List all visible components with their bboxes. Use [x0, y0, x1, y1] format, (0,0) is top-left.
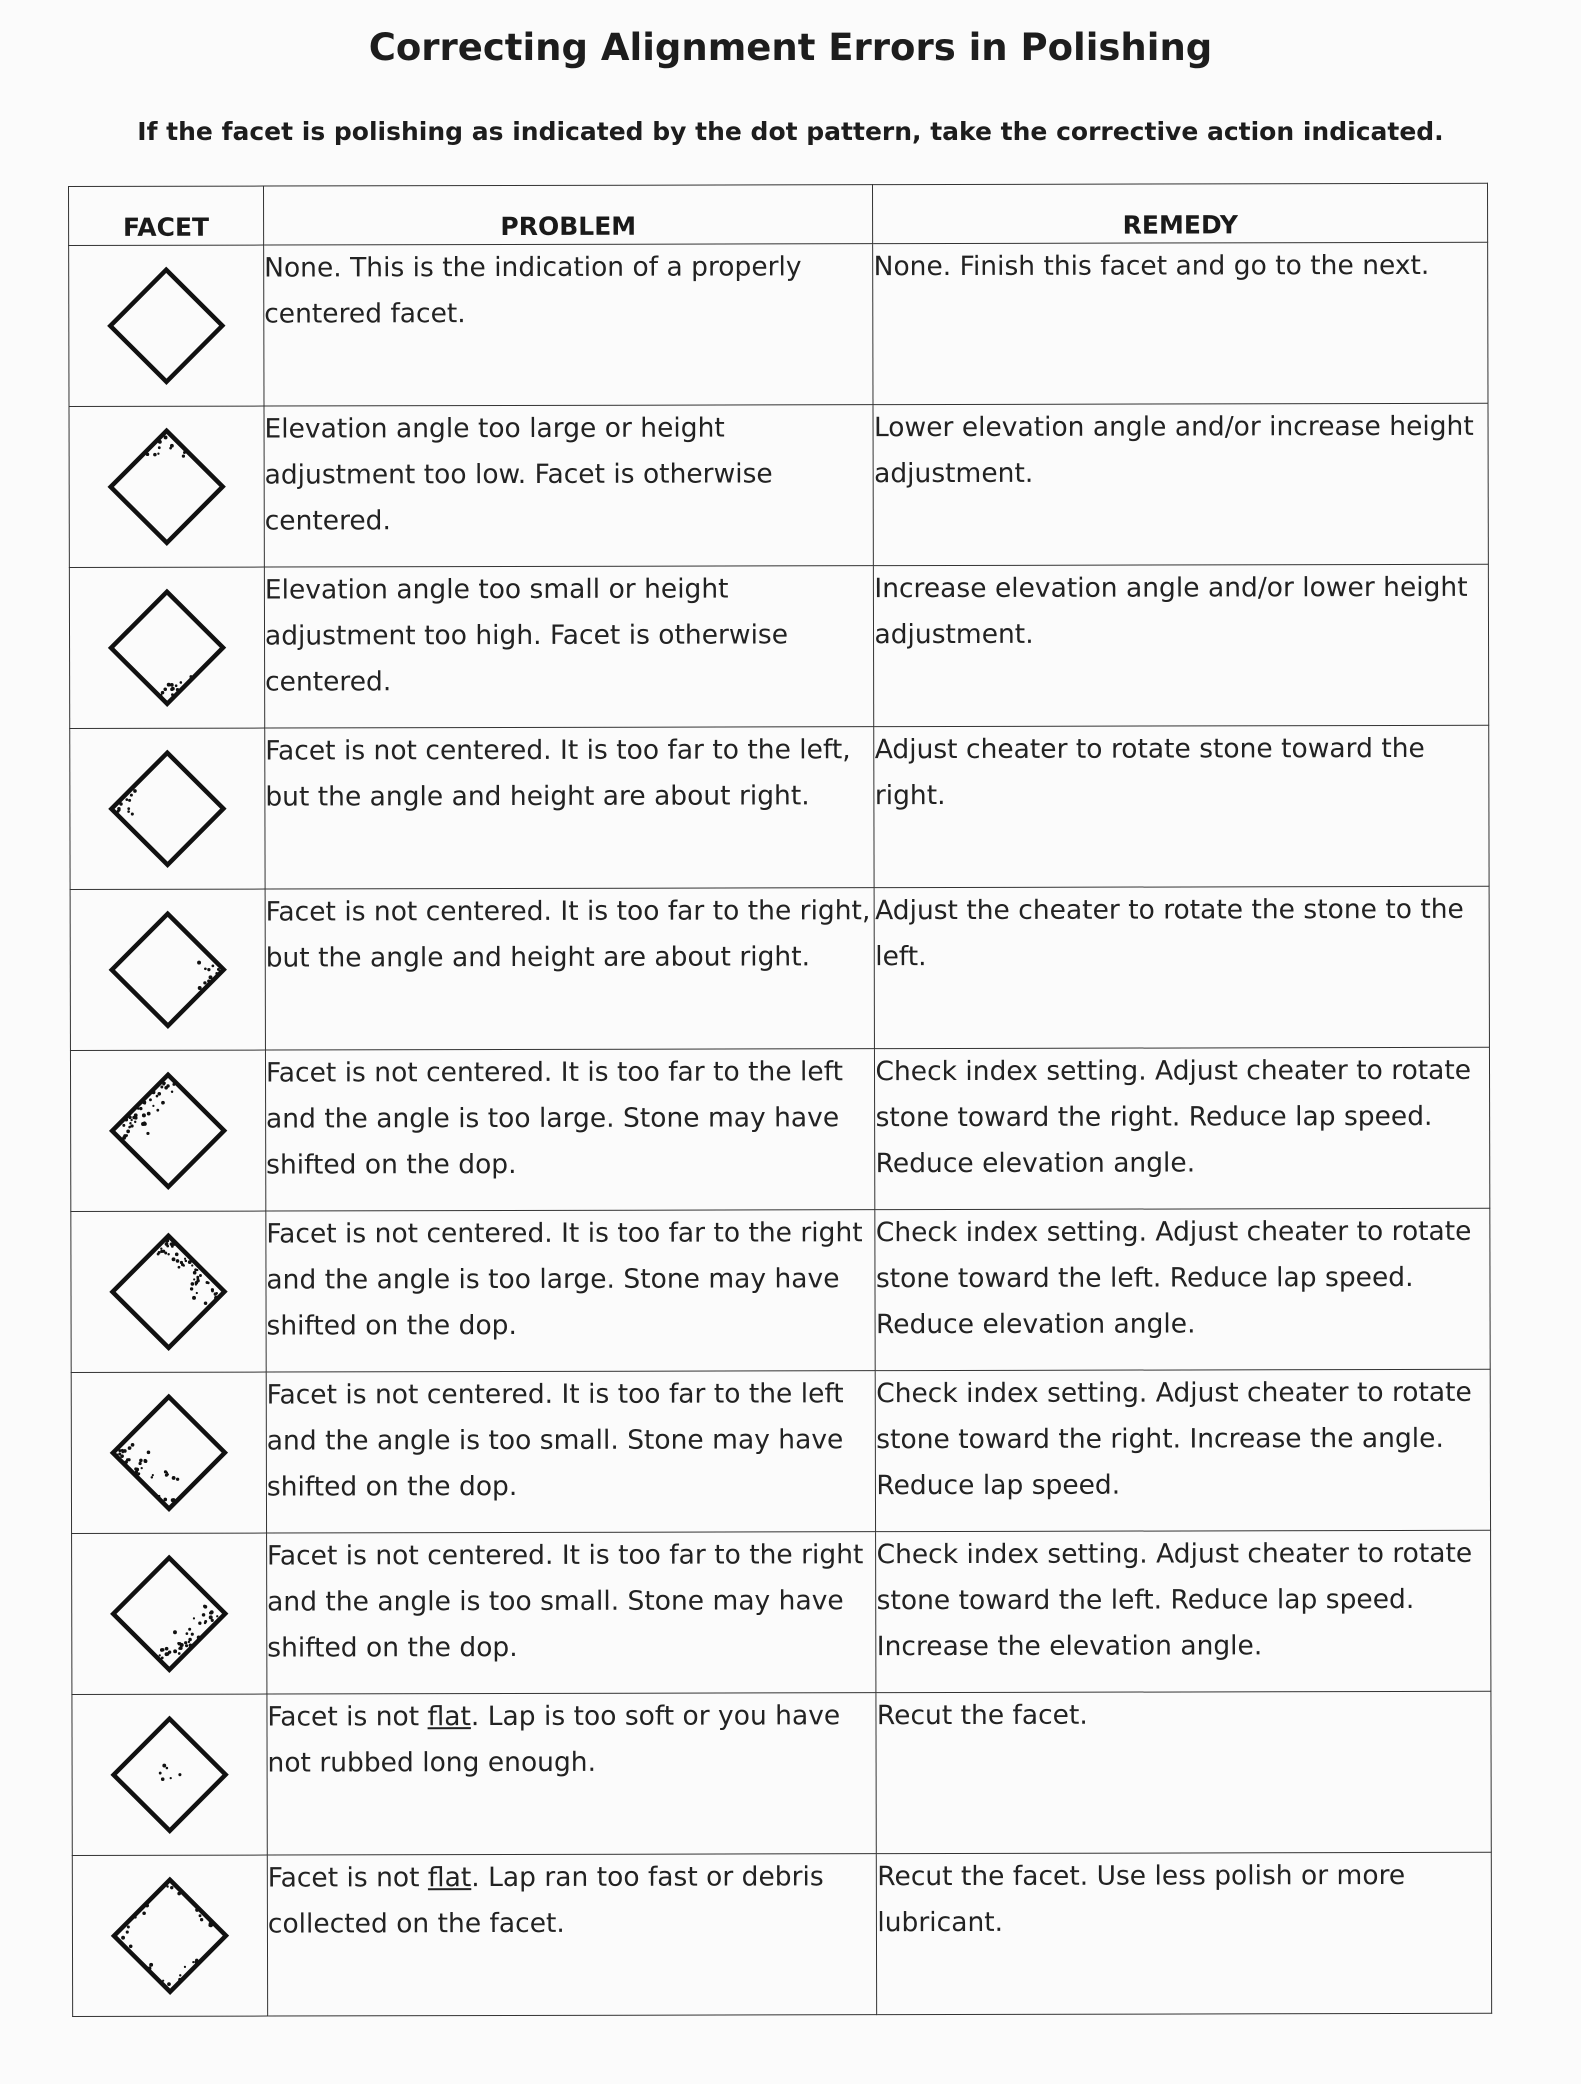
facet-column-header: FACET [69, 186, 264, 245]
facet-cell [72, 1694, 267, 1855]
problem-text-start: Facet is not [267, 1862, 428, 1894]
facet-diamond-icon [103, 1066, 233, 1196]
remedy-text: Check index setting. Adjust cheater to rotate stone toward the right. Reduce lap speed. Reduce elevation angle. [875, 1054, 1472, 1180]
remedy-cell [877, 1852, 1492, 2014]
facet-diamond-icon [103, 1227, 233, 1357]
facet-cell [70, 1050, 265, 1211]
remedy-cell [875, 1208, 1490, 1370]
table-row [72, 1530, 1491, 1694]
problem-text: Facet is not centered. It is too far to the left, but the angle and height are about right. [265, 734, 851, 813]
remedy-cell [875, 1047, 1490, 1209]
remedy-cell [875, 886, 1490, 1048]
problem-cell [265, 727, 875, 889]
alignment-table [68, 183, 1492, 2017]
remedy-text: Check index setting. Adjust cheater to rotate stone toward the left. Reduce lap speed. Reduce elevation angle. [875, 1215, 1472, 1341]
problem-text [267, 1693, 876, 1786]
facet-cell [71, 1211, 266, 1372]
facet-cell [72, 1533, 267, 1694]
table-row [69, 403, 1488, 567]
table-row [69, 564, 1488, 728]
facet-cell [70, 728, 265, 889]
facet-diamond-icon [104, 1549, 234, 1679]
remedy-text: None. Finish this facet and go to the next. [873, 249, 1430, 283]
table-row [72, 1691, 1491, 1855]
facet-diamond-icon [104, 1388, 234, 1518]
table-row [71, 1208, 1490, 1372]
remedy-text: Recut the facet. [876, 1699, 1088, 1732]
facet-outline [112, 914, 224, 1026]
facet-outline [113, 1719, 225, 1831]
problem-column-header: PROBLEM [263, 185, 873, 245]
dot-pattern [116, 1443, 180, 1502]
facet-diamond-icon [101, 422, 231, 552]
dot-pattern [159, 1764, 182, 1781]
dot-pattern [157, 1239, 218, 1306]
facet-diamond-icon [103, 905, 233, 1035]
problem-cell [264, 405, 874, 567]
facet-diamond-icon [104, 1710, 234, 1840]
problem-text: Facet is not centered. It is too far to the right and the angle is too small. Stone may have shifted on the dop. [266, 1539, 864, 1664]
problem-cell [264, 566, 874, 728]
remedy-cell [874, 725, 1489, 887]
remedy-cell [876, 1691, 1491, 1853]
table-row [70, 725, 1489, 889]
table-row [69, 242, 1488, 406]
remedy-cell [876, 1530, 1491, 1692]
problem-cell [265, 1049, 875, 1211]
problem-cell [267, 1854, 877, 2016]
remedy-column-header: REMEDY [873, 183, 1488, 243]
remedy-text: Adjust the cheater to rotate the stone to the left. [875, 893, 1464, 973]
facet-outline [110, 270, 222, 382]
table-row [70, 886, 1489, 1050]
remedy-text: Increase elevation angle and/or lower height adjustment. [874, 571, 1468, 651]
facet-cell [69, 567, 264, 728]
problem-text: Facet is not centered. It is too far to the left and the angle is too small. Stone may have shifted on the dop. [266, 1378, 844, 1503]
problem-text: Elevation angle too small or height adjustment too high. Facet is otherwise centered. [264, 573, 789, 698]
table-header-row [69, 183, 1488, 245]
facet-cell [72, 1855, 267, 2016]
remedy-cell [873, 403, 1488, 565]
problem-cell [266, 1210, 876, 1372]
problem-text: Elevation angle too large or height adjustment too low. Facet is otherwise centered. [264, 412, 773, 537]
remedy-text: Recut the facet. Use less polish or more lubricant. [877, 1859, 1406, 1939]
problem-text [268, 1854, 877, 1947]
problem-text-underlined: flat [427, 1701, 471, 1733]
facet-outline [112, 1236, 224, 1348]
facet-cell [69, 245, 264, 406]
dot-pattern [121, 1885, 214, 1986]
problem-cell [265, 888, 875, 1050]
problem-cell [264, 244, 874, 406]
problem-text: Facet is not centered. It is too far to the right and the angle is too large. Stone may have shifted on the dop. [266, 1217, 863, 1342]
problem-text-end: . Lap is too soft or you have not rubbed long enough. [267, 1700, 841, 1779]
page-subtitle: If the facet is polishing as indicated by the dot pattern, take the corrective action indicated. [137, 117, 1444, 146]
page-title: Correcting Alignment Errors in Polishing [368, 26, 1213, 69]
facet-diamond-icon [102, 744, 232, 874]
table-row [71, 1369, 1490, 1533]
remedy-cell [876, 1369, 1491, 1531]
facet-cell [70, 889, 265, 1050]
remedy-cell [873, 242, 1488, 404]
facet-diamond-icon [105, 1871, 235, 2001]
problem-cell [266, 1371, 876, 1533]
remedy-cell [874, 564, 1489, 726]
facet-outline [111, 592, 223, 704]
facet-cell [71, 1372, 266, 1533]
problem-text: None. This is the indication of a properly centered facet. [264, 251, 802, 330]
problem-text: Facet is not centered. It is too far to the right, but the angle and height are about right. [265, 895, 871, 974]
facet-outline [113, 1397, 225, 1509]
problem-text: Facet is not centered. It is too far to the left and the angle is too large. Stone may have shifted on the dop. [265, 1056, 843, 1181]
facet-outline [111, 431, 223, 543]
remedy-text: Adjust cheater to rotate stone toward the right. [874, 732, 1425, 812]
remedy-text: Lower elevation angle and/or increase height adjustment. [873, 410, 1474, 490]
facet-outline [114, 1880, 226, 1992]
facet-cell [69, 406, 264, 567]
problem-cell [267, 1693, 877, 1855]
problem-text-start: Facet is not [267, 1701, 428, 1733]
problem-cell [266, 1532, 876, 1694]
facet-diamond-icon [101, 261, 231, 391]
remedy-text: Check index setting. Adjust cheater to rotate stone toward the left. Reduce lap speed. Increase the elevation angle. [876, 1537, 1473, 1663]
facet-diamond-icon [102, 583, 232, 713]
table-row [72, 1852, 1491, 2016]
problem-text-end: . Lap ran too fast or debris collected on the facet. [267, 1861, 824, 1940]
remedy-text: Check index setting. Adjust cheater to rotate stone toward the right. Increase the angle. Reduce lap speed. [876, 1376, 1472, 1502]
problem-text-underlined: flat [427, 1862, 472, 1894]
table-row [70, 1047, 1489, 1211]
